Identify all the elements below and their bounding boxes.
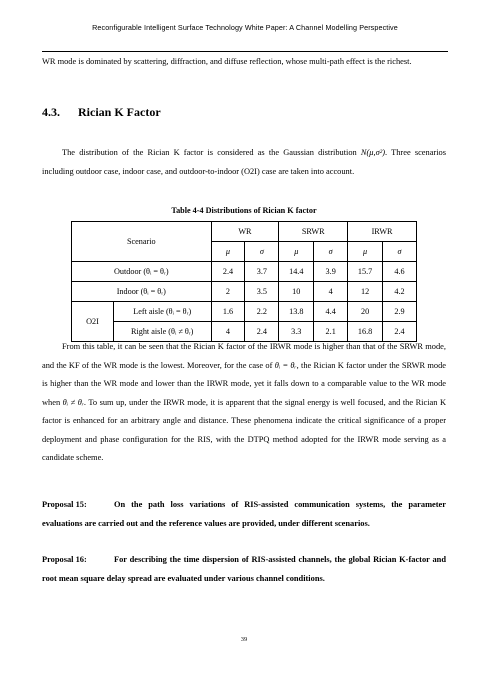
mode-header-wr: WR <box>211 222 279 242</box>
mu-header: μ <box>211 242 245 262</box>
paragraph-distribution <box>42 144 446 181</box>
proposal-16 <box>42 551 446 588</box>
table-cell: 3.7 <box>245 262 279 282</box>
table-cell: 2.4 <box>245 322 279 342</box>
table-cell: 20 <box>348 302 383 322</box>
table-cell: 3.5 <box>245 282 279 302</box>
rician-k-table <box>71 221 417 342</box>
table-cell: 14.4 <box>279 262 314 282</box>
table-cell: 13.8 <box>279 302 314 322</box>
intro-paragraph: WR mode is dominated by scattering, diffraction, and diffuse reflection, whose multi-path effect is the richest. <box>42 57 412 66</box>
row-label: Left aisle (θᵢ = θᵣ) <box>113 302 211 322</box>
table-cell: 2.1 <box>314 322 348 342</box>
table-cell: 4.2 <box>383 282 417 302</box>
section-heading <box>42 105 161 120</box>
table-cell: 12 <box>348 282 383 302</box>
mu-header: μ <box>348 242 383 262</box>
paragraph-analysis-text-1: From this table, it can be seen that the Rician K factor of the IRWR mode is higher than that of the SRWR mode, and the KF of the WR mode is the lowest. Moreover, for the case of <box>42 342 446 370</box>
sigma-header: σ <box>383 242 417 262</box>
table-row <box>72 302 417 322</box>
proposal-text: On the path loss variations of RIS-assisted communication systems, the parameter evaluations are carried out and the reference values are provided, under different scenarios. <box>42 500 446 528</box>
paragraph-analysis <box>42 338 446 468</box>
gaussian-formula: N(μ,σ²) <box>360 148 386 157</box>
table-header-row-modes <box>72 222 417 242</box>
table-cell: 2 <box>211 282 245 302</box>
table-cell: 2.4 <box>211 262 245 282</box>
sigma-header: σ <box>314 242 348 262</box>
table-cell: 2.4 <box>383 322 417 342</box>
paragraph-distribution-text-2: . Three scenarios including outdoor case, indoor case, and outdoor-to-indoor (O2I) case are taken into account. <box>42 148 446 176</box>
section-title: Rician K Factor <box>78 105 161 119</box>
paragraph-analysis-text-3: . To sum up, under the IRWR mode, it is apparent that the signal energy is well focused, and the Rician K factor is enhanced for an arbitrary angle and distance. These phenomena indicate the critical significance of a proper deployment and phase configuration for the RIS, with the DTPQ method adopted for the IRWR mode serving as a candidate scheme. <box>42 397 446 462</box>
proposal-15 <box>42 496 446 533</box>
table-cell: 1.6 <box>211 302 245 322</box>
proposal-text: For describing the time dispersion of RIS-assisted channels, the global Rician K-factor and root mean square delay spread are evaluated under various channel conditions. <box>42 555 446 583</box>
table-cell: 4.6 <box>383 262 417 282</box>
header-rule <box>42 51 448 52</box>
table-cell: 3.3 <box>279 322 314 342</box>
table-cell: 2.2 <box>245 302 279 322</box>
table-cell: 4.4 <box>314 302 348 322</box>
row-label: Outdoor (θᵢ = θᵣ) <box>72 262 212 282</box>
proposal-tag: Proposal 15: <box>42 500 87 509</box>
angle-unequal-formula: θᵢ ≠ θᵣ <box>62 397 84 407</box>
section-number: 4.3. <box>42 105 60 119</box>
table-cell: 4 <box>314 282 348 302</box>
sigma-header: σ <box>245 242 279 262</box>
table-row <box>72 282 417 302</box>
proposal-tag: Proposal 16: <box>42 555 87 564</box>
table-cell: 15.7 <box>348 262 383 282</box>
table-cell: 10 <box>279 282 314 302</box>
mode-header-srwr: SRWR <box>279 222 348 242</box>
paragraph-distribution-text-1: The distribution of the Rician K factor is considered as the Gaussian distribution <box>62 148 361 157</box>
page-number: 39 <box>240 636 248 643</box>
table-row <box>72 262 417 282</box>
running-header: Reconfigurable Intelligent Surface Technology White Paper: A Channel Modelling Perspective <box>92 23 398 32</box>
row-label: Indoor (θᵢ = θᵣ) <box>72 282 212 302</box>
row-label: Right aisle (θᵢ ≠ θᵣ) <box>113 322 211 342</box>
mode-header-irwr: IRWR <box>348 222 417 242</box>
table-cell: 16.8 <box>348 322 383 342</box>
o2i-label: O2I <box>72 302 114 342</box>
table-cell: 2.9 <box>383 302 417 322</box>
angle-equal-formula: θᵢ = θᵣ <box>274 360 297 370</box>
table-cell: 3.9 <box>314 262 348 282</box>
table-caption: Table 4-4 Distributions of Rician K factor <box>171 206 317 215</box>
mu-header: μ <box>279 242 314 262</box>
paragraph-analysis-text-2: , the Rician K factor under the SRWR mode is higher than the WR mode and lower than the IRWR mode, yet it falls down to a comparable value to the WR mode when <box>42 360 446 407</box>
scenario-header: Scenario <box>72 222 212 262</box>
table-cell: 4 <box>211 322 245 342</box>
